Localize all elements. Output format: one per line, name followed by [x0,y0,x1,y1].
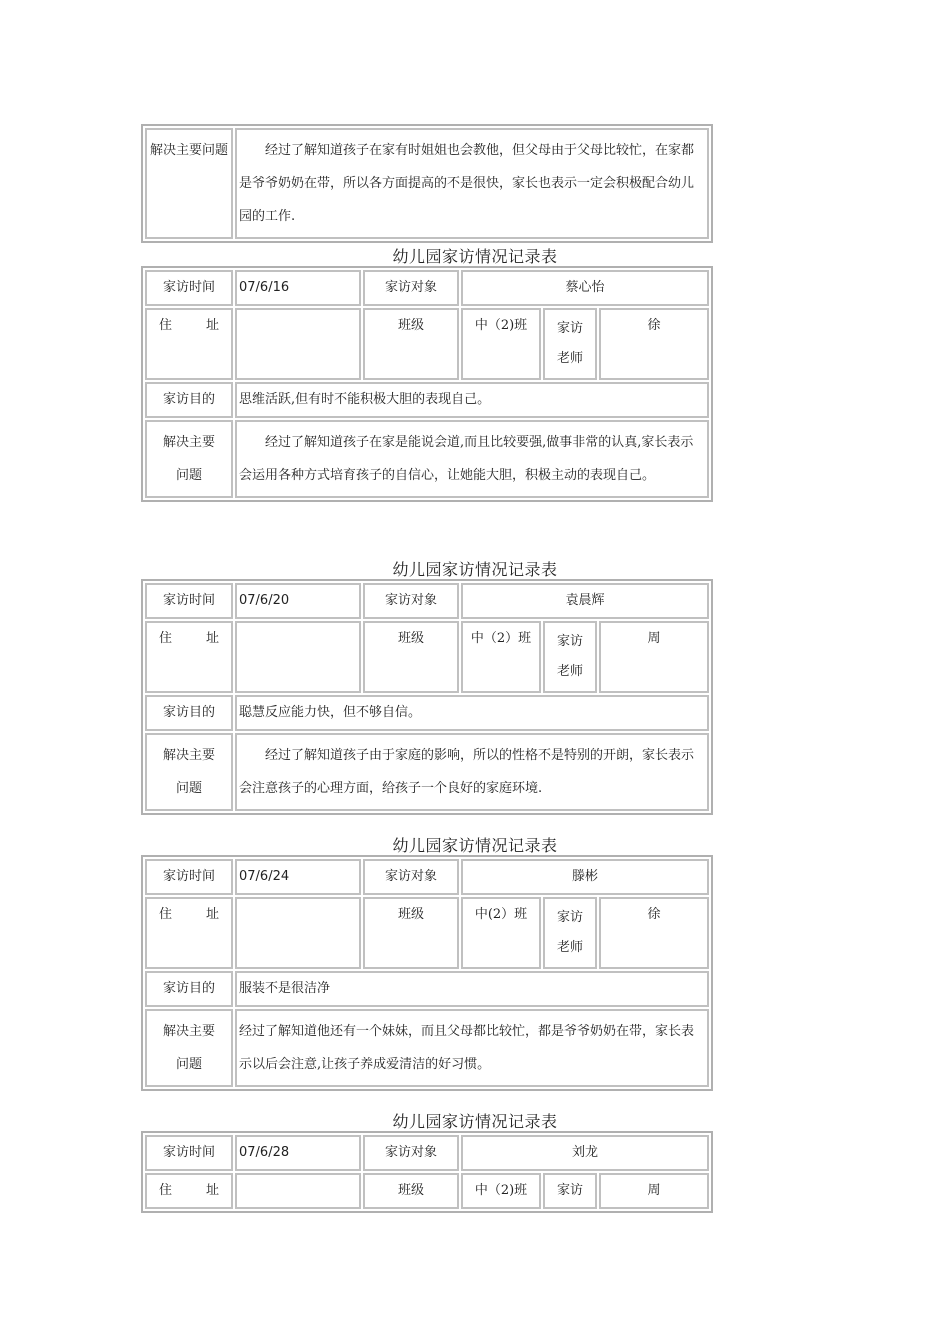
purpose-text: 思维活跃,但有时不能积极大胆的表现自己。 [235,382,709,418]
child-name: 袁晨辉 [461,583,709,619]
issues-text: 经过了解知道他还有一个妹妹，而且父母都比较忙，都是爷爷奶奶在带，家长表示以后会注意,让孩子养成爱清洁的好习惯。 [235,1009,709,1087]
address-label: 住 址 [145,1173,233,1209]
child-name: 滕彬 [461,859,709,895]
class-value: 中（2)班 [461,1173,541,1209]
teacher-label: 家访 老师 [543,621,597,693]
purpose-text: 聪慧反应能力快，但不够自信。 [235,695,709,731]
issues-label: 解决主要 问题 [145,1009,233,1087]
record-table-partial [141,124,713,243]
class-label: 班级 [363,621,459,693]
visit-time-label: 家访时间 [145,859,233,895]
record-table [141,579,713,815]
record-title: 幼儿园家访情况记录表 [392,560,558,579]
address-label: 住 址 [145,308,233,380]
child-name: 刘龙 [461,1135,709,1171]
visit-date: 07/6/24 [235,859,361,895]
teacher-value: 周 [599,621,709,693]
purpose-label: 家访目的 [145,971,233,1007]
visit-target-label: 家访对象 [363,583,459,619]
teacher-label: 家访 老师 [543,308,597,380]
purpose-label: 家访目的 [145,382,233,418]
purpose-text: 服装不是很洁净 [235,971,709,1007]
teacher-value: 徐 [599,308,709,380]
issues-label: 解决主要 问题 [145,420,233,498]
address-label: 住 址 [145,897,233,969]
class-label: 班级 [363,308,459,380]
purpose-label: 家访目的 [145,695,233,731]
child-name: 蔡心怡 [461,270,709,306]
teacher-label: 家访 [543,1173,597,1209]
address-value [235,1173,361,1209]
visit-target-label: 家访对象 [363,270,459,306]
visit-date: 07/6/28 [235,1135,361,1171]
record-table [141,855,713,1091]
address-value [235,308,361,380]
class-value: 中（2）班 [461,621,541,693]
visit-date: 07/6/20 [235,583,361,619]
teacher-value: 周 [599,1173,709,1209]
issues-label: 解决主要问题 [145,128,233,239]
class-value: 中（2)班 [461,308,541,380]
teacher-value: 徐 [599,897,709,969]
visit-time-label: 家访时间 [145,583,233,619]
visit-date: 07/6/16 [235,270,361,306]
issues-label: 解决主要 问题 [145,733,233,811]
visit-target-label: 家访对象 [363,859,459,895]
address-label: 住 址 [145,621,233,693]
visit-time-label: 家访时间 [145,1135,233,1171]
record-table [141,1131,713,1213]
teacher-label: 家访 老师 [543,897,597,969]
class-label: 班级 [363,1173,459,1209]
visit-target-label: 家访对象 [363,1135,459,1171]
class-label: 班级 [363,897,459,969]
issues-text: 经过了解知道孩子在家有时姐姐也会教他，但父母由于父母比较忙，在家都是爷爷奶奶在带，所以各方面提高的不是很快，家长也表示一定会积极配合幼儿园的工作. [235,128,709,239]
record-title: 幼儿园家访情况记录表 [392,836,558,855]
issues-text: 经过了解知道孩子在家是能说会道,而且比较要强,做事非常的认真,家长表示会运用各种方式培育孩子的自信心，让她能大胆，积极主动的表现自己。 [235,420,709,498]
address-value [235,621,361,693]
visit-time-label: 家访时间 [145,270,233,306]
record-title: 幼儿园家访情况记录表 [392,247,558,266]
address-value [235,897,361,969]
record-title: 幼儿园家访情况记录表 [392,1112,558,1131]
record-table [141,266,713,502]
class-value: 中(2）班 [461,897,541,969]
issues-text: 经过了解知道孩子由于家庭的影响，所以的性格不是特别的开朗，家长表示会注意孩子的心理方面，给孩子一个良好的家庭环境. [235,733,709,811]
